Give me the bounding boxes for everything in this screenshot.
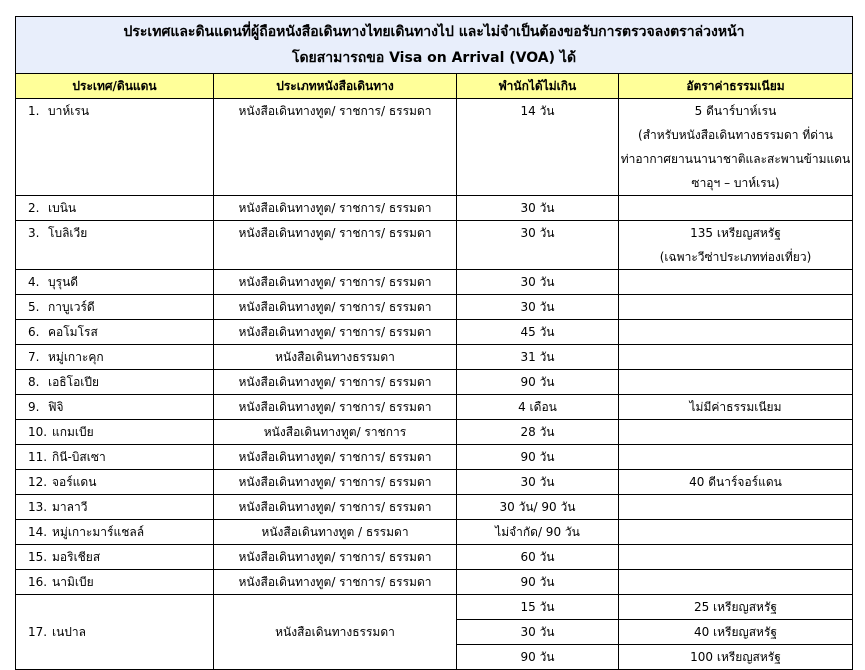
cell-passport-type: หนังสือเดินทางทูต/ ราชการ/ ธรรมดา [214,495,457,520]
cell-max-stay: ไม่จำกัด/ 90 วัน [457,520,619,545]
cell-passport-type: หนังสือเดินทางทูต/ ราชการ/ ธรรมดา [214,395,457,420]
table-row [16,221,853,270]
cell-country [16,595,214,670]
cell-country [16,420,214,445]
table-row-nepal [16,595,853,620]
row-number: 14. [28,525,48,539]
country-name: หมู่เกาะคุก [48,350,104,364]
table-row [16,520,853,545]
row-number: 16. [28,575,48,589]
title-line-2: โดยสามารถขอ Visa on Arrival (VOA) ได้ [291,50,577,66]
cell-passport-type: หนังสือเดินทางทูต/ ราชการ/ ธรรมดา [214,370,457,395]
cell-fee [619,99,853,196]
cell-max-stay: 14 วัน [457,99,619,196]
cell-passport-type: หนังสือเดินทางทูต/ ราชการ/ ธรรมดา [214,99,457,196]
cell-country [16,545,214,570]
country-name: แกมเบีย [52,425,94,439]
country-name: ฟิจิ [48,400,64,414]
cell-max-stay: 30 วัน [457,270,619,295]
row-number: 9. [28,400,40,414]
cell-fee: 40 ดีนาร์จอร์แดน [619,470,853,495]
table-row [16,420,853,445]
table-row [16,395,853,420]
row-number: 8. [28,375,40,389]
cell-max-stay: 90 วัน [457,445,619,470]
cell-max-stay: 30 วัน [457,620,619,645]
cell-passport-type: หนังสือเดินทางทูต/ ราชการ/ ธรรมดา [214,445,457,470]
cell-fee [619,295,853,320]
header-passport-type: ประเภทหนังสือเดินทาง [214,74,457,99]
cell-fee [619,545,853,570]
fee-line: (เฉพาะวีซ่าประเภทท่องเที่ยว) [659,250,812,264]
row-number: 7. [28,350,40,364]
cell-country [16,520,214,545]
cell-passport-type: หนังสือเดินทางทูต/ ราชการ [214,420,457,445]
table-row [16,320,853,345]
country-name: มอริเชียส [52,550,101,564]
cell-passport-type: หนังสือเดินทางทูต/ ราชการ/ ธรรมดา [214,295,457,320]
cell-fee [619,320,853,345]
country-name: เนปาล [52,625,87,639]
visa-on-arrival-document [15,16,852,670]
table-row [16,295,853,320]
header-country: ประเทศ/ดินแดน [16,74,214,99]
cell-country [16,345,214,370]
row-number: 6. [28,325,40,339]
cell-country [16,99,214,196]
row-number: 17. [28,625,48,639]
cell-passport-type: หนังสือเดินทางทูต/ ราชการ/ ธรรมดา [214,320,457,345]
row-number: 3. [28,226,40,240]
cell-max-stay: 45 วัน [457,320,619,345]
cell-passport-type: หนังสือเดินทางทูต/ ราชการ/ ธรรมดา [214,221,457,270]
cell-passport-type: หนังสือเดินทางทูต/ ราชการ/ ธรรมดา [214,570,457,595]
cell-max-stay: 90 วัน [457,370,619,395]
title-line-1: ประเทศและดินแดนที่ผู้ถือหนังสือเดินทางไทยเดินทางไป และไม่จำเป็นต้องขอรับการตรวจลงตราล่วงหน้า [123,24,745,40]
row-number: 10. [28,425,48,439]
cell-passport-type: หนังสือเดินทางทูต/ ราชการ/ ธรรมดา [214,196,457,221]
country-name: หมู่เกาะมาร์แชลล์ [52,525,145,539]
cell-max-stay: 90 วัน [457,570,619,595]
cell-max-stay: 90 วัน [457,645,619,670]
table-row [16,345,853,370]
fee-line: ท่าอากาศยานนานาชาติและสะพานข้ามแดน [620,152,851,166]
cell-max-stay: 60 วัน [457,545,619,570]
country-name: บาห์เรน [48,104,90,118]
fee-line: 135 เหรียญสหรัฐ [690,226,781,240]
cell-country [16,270,214,295]
cell-fee [619,345,853,370]
header-row [16,74,853,99]
row-number: 2. [28,201,40,215]
table-row [16,445,853,470]
cell-country [16,495,214,520]
cell-country [16,445,214,470]
cell-max-stay: 4 เดือน [457,395,619,420]
row-number: 15. [28,550,48,564]
cell-fee: 40 เหรียญสหรัฐ [619,620,853,645]
country-name: นามิเบีย [52,575,94,589]
table-row [16,570,853,595]
cell-fee [619,420,853,445]
cell-country [16,370,214,395]
cell-fee [619,445,853,470]
row-number: 13. [28,500,48,514]
row-number: 11. [28,450,48,464]
header-max-stay: พำนักได้ไม่เกิน [457,74,619,99]
cell-max-stay: 30 วัน [457,470,619,495]
header-fee: อัตราค่าธรรมเนียม [619,74,853,99]
cell-max-stay: 30 วัน [457,295,619,320]
cell-passport-type: หนังสือเดินทางธรรมดา [214,595,457,670]
country-name: กินี-บิสเซา [52,450,106,464]
fee-line: ซาอุฯ – บาห์เรน) [691,176,780,190]
cell-fee [619,270,853,295]
cell-country [16,295,214,320]
cell-passport-type: หนังสือเดินทางทูต/ ราชการ/ ธรรมดา [214,545,457,570]
cell-fee [619,221,853,270]
cell-passport-type: หนังสือเดินทางทูต/ ราชการ/ ธรรมดา [214,470,457,495]
table-body [16,99,853,670]
country-name: เบนิน [48,201,77,215]
country-name: มาลาวี [52,500,88,514]
cell-fee [619,495,853,520]
cell-fee [619,370,853,395]
country-name: โบลิเวีย [48,226,88,240]
cell-max-stay: 28 วัน [457,420,619,445]
row-number: 1. [28,104,40,118]
table-row [16,470,853,495]
cell-passport-type: หนังสือเดินทางทูต / ธรรมดา [214,520,457,545]
cell-country [16,320,214,345]
table-row [16,545,853,570]
cell-passport-type: หนังสือเดินทางธรรมดา [214,345,457,370]
country-name: บุรุนดี [48,275,79,289]
cell-country [16,470,214,495]
table-title [16,17,853,74]
country-name: จอร์แดน [52,475,97,489]
table-row [16,196,853,221]
country-name: เอธิโอเปีย [48,375,100,389]
cell-country [16,395,214,420]
row-number: 4. [28,275,40,289]
cell-fee: ไม่มีค่าธรรมเนียม [619,395,853,420]
row-number: 5. [28,300,40,314]
cell-fee: 25 เหรียญสหรัฐ [619,595,853,620]
table-row [16,495,853,520]
cell-country [16,196,214,221]
cell-fee: 100 เหรียญสหรัฐ [619,645,853,670]
cell-country [16,570,214,595]
table-row [16,370,853,395]
cell-max-stay: 30 วัน/ 90 วัน [457,495,619,520]
cell-fee [619,196,853,221]
cell-max-stay: 15 วัน [457,595,619,620]
cell-passport-type: หนังสือเดินทางทูต/ ราชการ/ ธรรมดา [214,270,457,295]
cell-fee [619,520,853,545]
cell-country [16,221,214,270]
fee-line: 5 ดีนาร์บาห์เรน [694,104,777,118]
country-name: กาบูเวร์ดี [48,300,95,314]
cell-fee [619,570,853,595]
table-row [16,270,853,295]
voa-table [15,16,853,670]
table-row [16,99,853,196]
country-name: คอโมโรส [48,325,98,339]
cell-max-stay: 31 วัน [457,345,619,370]
cell-max-stay: 30 วัน [457,221,619,270]
row-number: 12. [28,475,48,489]
cell-max-stay: 30 วัน [457,196,619,221]
fee-line: (สำหรับหนังสือเดินทางธรรมดา ที่ด่าน [638,128,833,142]
